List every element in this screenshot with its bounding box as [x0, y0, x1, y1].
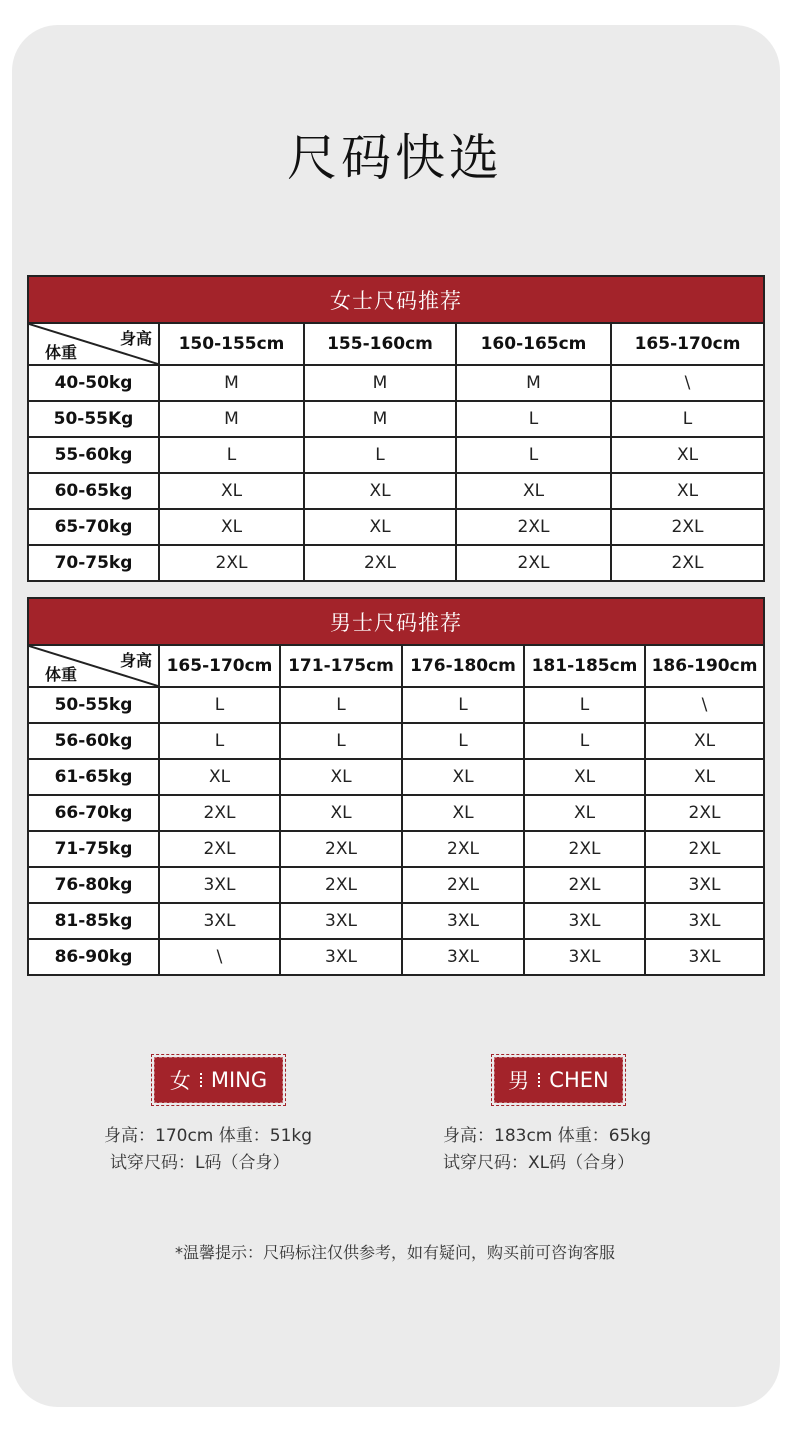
- size-cell: 3XL: [159, 867, 280, 903]
- tag-separator: [200, 1073, 202, 1087]
- size-cell: L: [524, 723, 645, 759]
- size-cell: L: [402, 687, 524, 723]
- height-header: 160-165cm: [456, 323, 611, 365]
- men-table-title: 男士尺码推荐: [28, 598, 764, 645]
- size-cell: XL: [304, 509, 456, 545]
- women-header-row: [28, 323, 764, 365]
- size-cell: L: [159, 687, 280, 723]
- size-cell: 2XL: [159, 831, 280, 867]
- size-cell: XL: [402, 795, 524, 831]
- size-cell: L: [304, 437, 456, 473]
- height-header: 155-160cm: [304, 323, 456, 365]
- corner-height-label: 身高: [119, 651, 152, 670]
- size-cell: 2XL: [456, 509, 611, 545]
- size-cell: 3XL: [524, 903, 645, 939]
- weight-label: 81-85kg: [28, 903, 159, 939]
- weight-label: 40-50kg: [28, 365, 159, 401]
- height-header: 165-170cm: [611, 323, 764, 365]
- corner-weight-label: 体重: [45, 665, 78, 684]
- table-row: [28, 723, 764, 759]
- height-header: 186-190cm: [645, 645, 764, 687]
- size-cell: XL: [611, 473, 764, 509]
- size-cell: 3XL: [402, 939, 524, 975]
- size-cell: 3XL: [645, 867, 764, 903]
- size-cell: 3XL: [280, 903, 402, 939]
- size-cell: M: [304, 401, 456, 437]
- size-cell: XL: [524, 795, 645, 831]
- tag-separator: [538, 1073, 540, 1087]
- size-cell: XL: [456, 473, 611, 509]
- table-row: [28, 401, 764, 437]
- size-cell: L: [280, 723, 402, 759]
- model-stats: 身高：183cm 体重：65kg: [443, 1126, 652, 1146]
- size-cell: XL: [159, 473, 304, 509]
- size-cell: 2XL: [304, 545, 456, 581]
- corner-height-label: 身高: [119, 329, 152, 348]
- size-cell: L: [524, 687, 645, 723]
- size-cell: XL: [402, 759, 524, 795]
- size-cell: 2XL: [524, 831, 645, 867]
- male-model-info: [443, 1123, 651, 1177]
- table-row: [28, 759, 764, 795]
- female-model-info: [104, 1123, 312, 1177]
- weight-label: 70-75kg: [28, 545, 159, 581]
- female-model-tag: [154, 1057, 283, 1103]
- table-row: [28, 867, 764, 903]
- weight-label: 56-60kg: [28, 723, 159, 759]
- men-header-row: [28, 645, 764, 687]
- size-cell: 2XL: [524, 867, 645, 903]
- size-cell: L: [402, 723, 524, 759]
- size-cell: 2XL: [611, 509, 764, 545]
- size-cell: M: [159, 401, 304, 437]
- weight-label: 71-75kg: [28, 831, 159, 867]
- men-size-table: [27, 597, 765, 976]
- size-cell: XL: [280, 759, 402, 795]
- weight-label: 86-90kg: [28, 939, 159, 975]
- size-cell: 3XL: [524, 939, 645, 975]
- men-corner-cell: [28, 645, 159, 687]
- model-name: CHEN: [549, 1068, 609, 1092]
- weight-label: 50-55Kg: [28, 401, 159, 437]
- height-header: 181-185cm: [524, 645, 645, 687]
- size-cell: 2XL: [456, 545, 611, 581]
- table-row: [28, 939, 764, 975]
- weight-label: 61-65kg: [28, 759, 159, 795]
- model-tried-size: 试穿尺码：L码（合身）: [110, 1153, 290, 1173]
- size-cell: 3XL: [280, 939, 402, 975]
- size-cell: \: [645, 687, 764, 723]
- table-row: [28, 509, 764, 545]
- size-cell: 2XL: [402, 831, 524, 867]
- size-cell: 2XL: [611, 545, 764, 581]
- size-cell: XL: [304, 473, 456, 509]
- size-cell: 3XL: [402, 903, 524, 939]
- size-cell: \: [159, 939, 280, 975]
- weight-label: 50-55kg: [28, 687, 159, 723]
- table-row: [28, 831, 764, 867]
- size-cell: L: [159, 437, 304, 473]
- size-cell: 2XL: [645, 795, 764, 831]
- male-model-tag: [494, 1057, 623, 1103]
- women-size-table: [27, 275, 765, 582]
- weight-label: 55-60kg: [28, 437, 159, 473]
- height-header: 150-155cm: [159, 323, 304, 365]
- size-cell: 3XL: [645, 903, 764, 939]
- size-cell: XL: [159, 509, 304, 545]
- model-stats: 身高：170cm 体重：51kg: [104, 1126, 313, 1146]
- women-table-title: 女士尺码推荐: [28, 276, 764, 323]
- size-cell: 2XL: [159, 545, 304, 581]
- size-cell: XL: [611, 437, 764, 473]
- size-cell: 3XL: [159, 903, 280, 939]
- table-row: [28, 473, 764, 509]
- weight-label: 65-70kg: [28, 509, 159, 545]
- table-row: [28, 903, 764, 939]
- size-cell: XL: [524, 759, 645, 795]
- size-cell: L: [456, 401, 611, 437]
- weight-label: 76-80kg: [28, 867, 159, 903]
- model-tried-size: 试穿尺码：XL码（合身）: [443, 1153, 635, 1173]
- model-gender: 男: [508, 1069, 530, 1093]
- size-cell: XL: [645, 759, 764, 795]
- model-gender: 女: [169, 1069, 191, 1093]
- size-cell: M: [456, 365, 611, 401]
- size-cell: M: [304, 365, 456, 401]
- height-header: 176-180cm: [402, 645, 524, 687]
- women-corner-cell: [28, 323, 159, 365]
- size-cell: M: [159, 365, 304, 401]
- size-cell: L: [280, 687, 402, 723]
- height-header: 165-170cm: [159, 645, 280, 687]
- size-cell: 2XL: [280, 831, 402, 867]
- weight-label: 60-65kg: [28, 473, 159, 509]
- weight-label: 66-70kg: [28, 795, 159, 831]
- model-name: MING: [210, 1068, 268, 1092]
- size-cell: 3XL: [645, 939, 764, 975]
- table-row: [28, 365, 764, 401]
- table-row: [28, 687, 764, 723]
- size-cell: XL: [645, 723, 764, 759]
- size-cell: L: [159, 723, 280, 759]
- footnote: *温馨提示：尺码标注仅供参考，如有疑问，购买前可咨询客服: [174, 1243, 615, 1262]
- size-cell: 2XL: [280, 867, 402, 903]
- size-cell: L: [456, 437, 611, 473]
- table-row: [28, 437, 764, 473]
- size-cell: \: [611, 365, 764, 401]
- corner-weight-label: 体重: [45, 343, 78, 362]
- size-cell: L: [611, 401, 764, 437]
- page-title: 尺码快选: [287, 129, 503, 187]
- height-header: 171-175cm: [280, 645, 402, 687]
- size-cell: 2XL: [402, 867, 524, 903]
- size-cell: XL: [159, 759, 280, 795]
- table-row: [28, 545, 764, 581]
- size-cell: XL: [280, 795, 402, 831]
- size-cell: 2XL: [159, 795, 280, 831]
- size-cell: 2XL: [645, 831, 764, 867]
- table-row: [28, 795, 764, 831]
